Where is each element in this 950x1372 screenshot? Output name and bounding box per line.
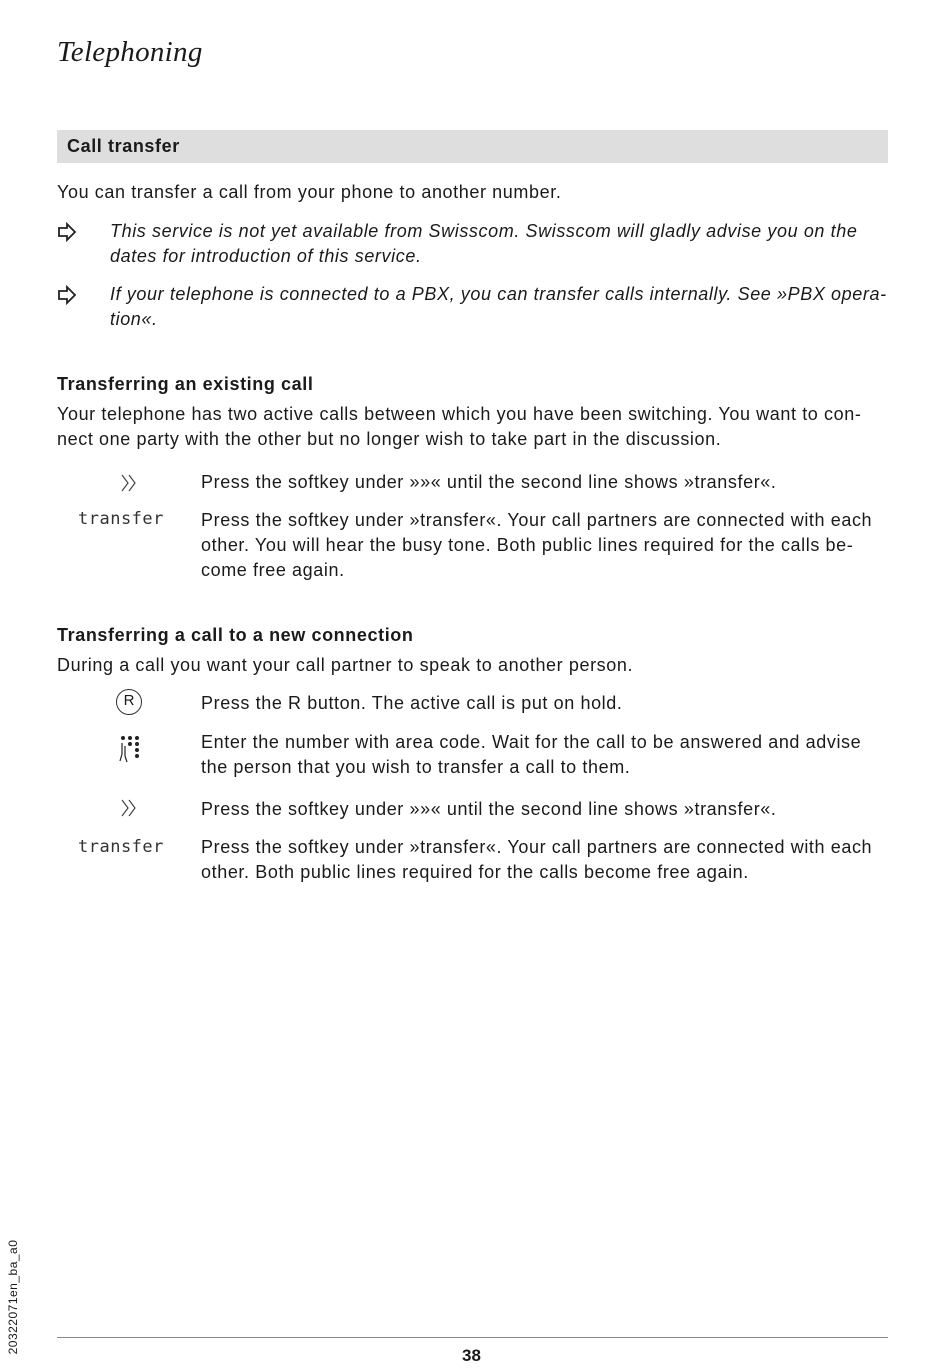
existing-call-heading: Transferring an existing call bbox=[57, 374, 314, 394]
note-arrow-icon bbox=[57, 285, 77, 305]
transfer-softkey-label: transfer bbox=[78, 837, 164, 857]
new-step-4-line-1: Press the softkey under »transfer«. Your call partners are connected with each bbox=[201, 837, 873, 857]
double-chevron-icon bbox=[120, 472, 138, 494]
chapter-title: Telephoning bbox=[57, 36, 203, 68]
note-1-line-1: This service is not yet available from Swisscom. Swisscom will gladly advise you on the bbox=[110, 221, 858, 241]
footer-rule bbox=[57, 1337, 888, 1338]
existing-step-2-line-3: come free again. bbox=[201, 560, 345, 580]
new-connection-heading: Transferring a call to a new connection bbox=[57, 625, 414, 645]
existing-step-1-text: Press the softkey under »»« until the second line shows »transfer«. bbox=[201, 472, 777, 492]
document-id: 20322071en_ba_a0 bbox=[6, 1239, 20, 1355]
intro-text: You can transfer a call from your phone to another number. bbox=[57, 182, 562, 202]
note-1-line-2: dates for introduction of this service. bbox=[110, 246, 422, 266]
note-2-line-1: If your telephone is connected to a PBX, you can transfer calls internally. See »PBX opera- bbox=[110, 284, 887, 304]
transfer-softkey-label: transfer bbox=[78, 509, 164, 529]
new-step-1-text: Press the R button. The active call is put on hold. bbox=[201, 693, 623, 713]
r-button-icon: R bbox=[116, 689, 142, 715]
existing-call-desc-2: nect one party with the other but no longer wish to take part in the discussion. bbox=[57, 429, 722, 449]
section-header-bar bbox=[57, 130, 888, 163]
new-step-3-text: Press the softkey under »»« until the second line shows »transfer«. bbox=[201, 799, 777, 819]
existing-step-2-line-2: other. You will hear the busy tone. Both public lines required for the calls be- bbox=[201, 535, 854, 555]
new-step-2-line-1: Enter the number with area code. Wait for the call to be answered and advise bbox=[201, 732, 862, 752]
new-step-4-line-2: other. Both public lines required for the calls become free again. bbox=[201, 862, 749, 882]
page-number: 38 bbox=[462, 1346, 481, 1365]
existing-call-desc-1: Your telephone has two active calls between which you have been switching. You want to con- bbox=[57, 404, 862, 424]
section-title: Call transfer bbox=[67, 136, 180, 156]
keypad-icon bbox=[118, 734, 142, 764]
double-chevron-icon bbox=[120, 797, 138, 819]
note-arrow-icon bbox=[57, 222, 77, 242]
existing-step-2-line-1: Press the softkey under »transfer«. Your call partners are connected with each bbox=[201, 510, 873, 530]
note-2-line-2: tion«. bbox=[110, 309, 158, 329]
new-step-2-line-2: the person that you wish to transfer a call to them. bbox=[201, 757, 631, 777]
new-connection-desc: During a call you want your call partner to speak to another person. bbox=[57, 655, 634, 675]
